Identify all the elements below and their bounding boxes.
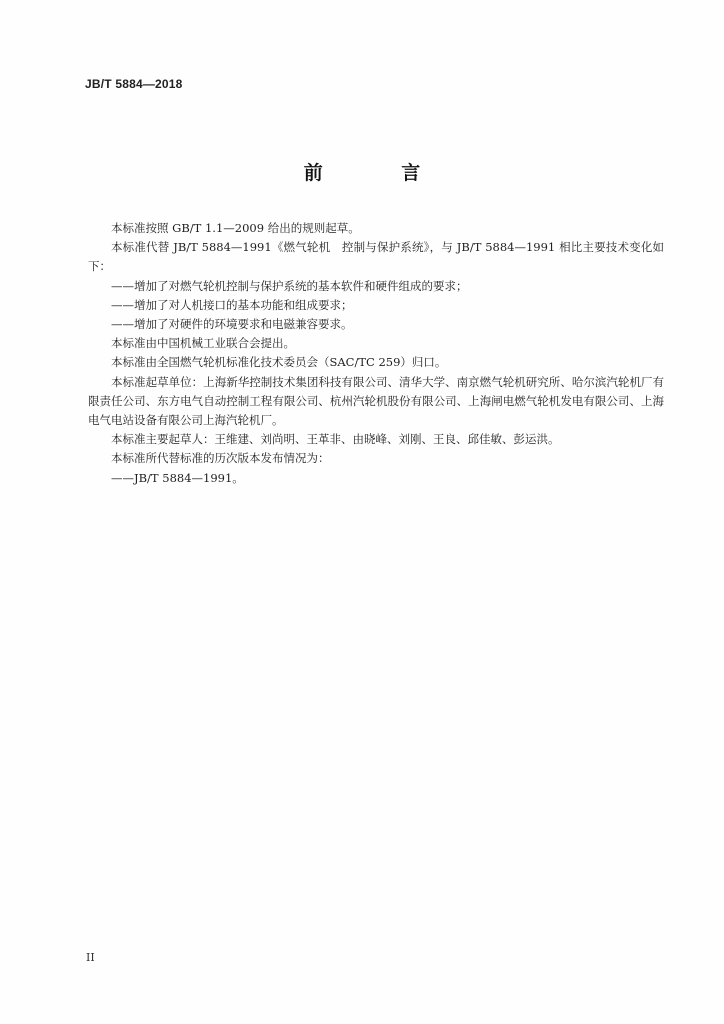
change-item-software-hardware: ——增加了对燃气轮机控制与保护系统的基本软件和硬件组成的要求； [111, 278, 468, 293]
paragraph-drafting-rules: 本标准按照 GB/T 1.1—2009 给出的规则起草。 [111, 221, 360, 235]
change-item-hmi: ——增加了对人机接口的基本功能和组成要求； [111, 297, 353, 312]
page-number: II [86, 951, 95, 964]
paragraph-drafting-units: 本标准起草单位：上海新华控制技术集团科技有限公司、清华大学、南京燃气轮机研究所、哈尔滨汽轮机厂有限责任公司、东方电气自动控制工程有限公司、杭州汽轮机股份有限公司、上海闸电燃气轮机发电有限公司、上海电气电站设备有限公司上海汽轮机厂。 [88, 374, 664, 428]
paragraph-drafters: 本标准主要起草人：王维建、刘尚明、王革非、由晓峰、刘刚、王良、邱佳敏、彭运洪。 [111, 432, 560, 447]
foreword-body [88, 219, 664, 488]
paragraph-proposed-by: 本标准由中国机械工业联合会提出。 [111, 336, 295, 351]
standard-code-header: JB/T 5884—2018 [85, 77, 183, 91]
paragraph-replaces-standard: 本标准代替 JB/T 5884—1991《燃气轮机 控制与保护系统》，与 JB/T 5884—1991 相比主要技术变化如下： [88, 240, 664, 274]
change-item-environment-emc: ——增加了对硬件的环境要求和电磁兼容要求。 [111, 317, 353, 332]
paragraph-previous-editions: 本标准所代替标准的历次版本发布情况为： [111, 451, 330, 466]
previous-edition-item: ——JB/T 5884—1991。 [111, 470, 244, 485]
page-title: 前 言 [303, 162, 457, 184]
paragraph-administered-by: 本标准由全国燃气轮机标准化技术委员会（SAC/TC 259）归口。 [111, 355, 447, 370]
